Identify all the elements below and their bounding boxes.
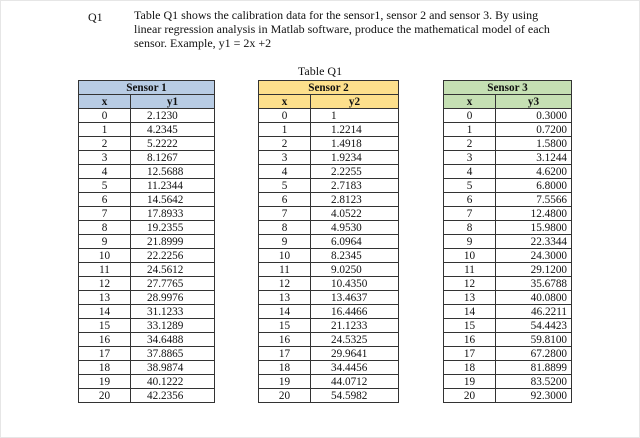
sensor2-x-cell: 2: [259, 137, 311, 151]
sensor1-y-cell: 8.1267: [131, 151, 215, 165]
sensor2-x-cell: 6: [259, 193, 311, 207]
table-row: [444, 165, 572, 179]
sensor3-x-cell: 16: [444, 333, 496, 347]
table-row: [444, 291, 572, 305]
sensor1-y-cell: 14.5642: [131, 193, 215, 207]
sensor1-x-cell: 2: [79, 137, 131, 151]
sensor3-x-cell: 4: [444, 165, 496, 179]
table-row: [259, 235, 399, 249]
sensor3-x-cell: 6: [444, 193, 496, 207]
sensor1-x-cell: 1: [79, 123, 131, 137]
sensor3-y-cell: 81.8899: [496, 361, 572, 375]
sensor3-x-cell: 17: [444, 347, 496, 361]
sensor3-col-x: x: [444, 95, 496, 109]
sensor2-x-cell: 20: [259, 389, 311, 403]
sensor1-y-cell: 24.5612: [131, 263, 215, 277]
table-row: [444, 151, 572, 165]
table-row: [259, 347, 399, 361]
sensor2-x-cell: 10: [259, 249, 311, 263]
sensor2-x-cell: 9: [259, 235, 311, 249]
sensor1-y-cell: 19.2355: [131, 221, 215, 235]
table-row: [259, 333, 399, 347]
sensor2-x-cell: 5: [259, 179, 311, 193]
sensor2-x-cell: 18: [259, 361, 311, 375]
sensor1-x-cell: 12: [79, 277, 131, 291]
sensor3-x-cell: 11: [444, 263, 496, 277]
sensor3-y-cell: 0.7200: [496, 123, 572, 137]
sensor2-y-cell: 16.4466: [311, 305, 399, 319]
table-row: [79, 151, 215, 165]
sensor1-x-cell: 4: [79, 165, 131, 179]
sensor1-x-cell: 11: [79, 263, 131, 277]
table-row: [79, 319, 215, 333]
table-row: [444, 263, 572, 277]
sensor2-x-cell: 14: [259, 305, 311, 319]
sensor2-y-cell: 6.0964: [311, 235, 399, 249]
sensor2-y-cell: 29.9641: [311, 347, 399, 361]
sensor3-y-cell: 6.8000: [496, 179, 572, 193]
sensor2-y-cell: 1.9234: [311, 151, 399, 165]
sensor3-y-cell: 92.3000: [496, 389, 572, 403]
sensor3-y-cell: 59.8100: [496, 333, 572, 347]
sensor1-col-y: y1: [131, 95, 215, 109]
sensor1-y-cell: 22.2256: [131, 249, 215, 263]
sensor2-x-cell: 12: [259, 277, 311, 291]
sensor3-x-cell: 12: [444, 277, 496, 291]
sensor1-y-cell: 33.1289: [131, 319, 215, 333]
table-row: [444, 347, 572, 361]
sensor2-y-cell: 1: [311, 109, 399, 123]
sensor2-x-cell: 15: [259, 319, 311, 333]
sensor3-y-cell: 54.4423: [496, 319, 572, 333]
table-row: [79, 193, 215, 207]
table-row: [79, 109, 215, 123]
table-row: [79, 235, 215, 249]
table-row: [444, 123, 572, 137]
sensor3-y-cell: 1.5800: [496, 137, 572, 151]
sensor1-x-cell: 6: [79, 193, 131, 207]
sensor3-x-cell: 2: [444, 137, 496, 151]
table-row: [444, 389, 572, 403]
sensor1-x-cell: 0: [79, 109, 131, 123]
sensor1-y-cell: 4.2345: [131, 123, 215, 137]
table-caption: Table Q1: [297, 64, 343, 78]
table-row: [79, 277, 215, 291]
sensor3-x-cell: 13: [444, 291, 496, 305]
sensor1-y-cell: 31.1233: [131, 305, 215, 319]
sensor1-y-cell: 2.1230: [131, 109, 215, 123]
sensor2-y-cell: 8.2345: [311, 249, 399, 263]
sensor2-y-cell: 54.5982: [311, 389, 399, 403]
sensor3-y-cell: 67.2800: [496, 347, 572, 361]
sensor1-y-cell: 40.1222: [131, 375, 215, 389]
sensor1-col-x: x: [79, 95, 131, 109]
sensor1-y-cell: 21.8999: [131, 235, 215, 249]
table-row: [79, 165, 215, 179]
table-row: [259, 221, 399, 235]
table-row: [79, 375, 215, 389]
sensor3-y-cell: 40.0800: [496, 291, 572, 305]
table-row: [259, 389, 399, 403]
sensor3-body: [444, 109, 572, 403]
sensor2-y-cell: 9.0250: [311, 263, 399, 277]
sensor3-x-cell: 14: [444, 305, 496, 319]
sensor1-x-cell: 7: [79, 207, 131, 221]
table-row: [444, 375, 572, 389]
table-row: [444, 137, 572, 151]
table-row: [79, 389, 215, 403]
sensor1-x-cell: 17: [79, 347, 131, 361]
table-row: [444, 249, 572, 263]
table-row: [259, 291, 399, 305]
sensor1-y-cell: 12.5688: [131, 165, 215, 179]
sensor3-y-cell: 46.2211: [496, 305, 572, 319]
table-row: [444, 109, 572, 123]
sensor3-y-cell: 22.3344: [496, 235, 572, 249]
table-row: [79, 137, 215, 151]
sensor3-x-cell: 5: [444, 179, 496, 193]
sensor1-x-cell: 5: [79, 179, 131, 193]
sensor2-y-cell: 4.9530: [311, 221, 399, 235]
sensor3-y-cell: 3.1244: [496, 151, 572, 165]
sensor2-y-cell: 2.7183: [311, 179, 399, 193]
sensor1-x-cell: 20: [79, 389, 131, 403]
table-row: [444, 305, 572, 319]
sensor2-body: [259, 109, 399, 403]
table-row: [444, 221, 572, 235]
sensor3-x-cell: 20: [444, 389, 496, 403]
table-row: [79, 263, 215, 277]
sensor3-x-cell: 10: [444, 249, 496, 263]
table-row: [259, 263, 399, 277]
sensor2-y-cell: 34.4456: [311, 361, 399, 375]
sensor2-x-cell: 1: [259, 123, 311, 137]
sensor1-table: [78, 80, 215, 403]
sensor2-x-cell: 4: [259, 165, 311, 179]
table-row: [444, 235, 572, 249]
sensor2-x-cell: 13: [259, 291, 311, 305]
sensor3-y-cell: 4.6200: [496, 165, 572, 179]
table-row: [259, 277, 399, 291]
sensor2-x-cell: 7: [259, 207, 311, 221]
sensor1-x-cell: 15: [79, 319, 131, 333]
table-row: [444, 193, 572, 207]
table-row: [259, 123, 399, 137]
table-row: [259, 151, 399, 165]
table-row: [259, 165, 399, 179]
sensor2-col-x: x: [259, 95, 311, 109]
sensor1-y-cell: 11.2344: [131, 179, 215, 193]
table-row: [444, 333, 572, 347]
sensor3-x-cell: 1: [444, 123, 496, 137]
sensor1-y-cell: 38.9874: [131, 361, 215, 375]
sensor1-x-cell: 18: [79, 361, 131, 375]
sensor1-x-cell: 10: [79, 249, 131, 263]
sensor3-x-cell: 8: [444, 221, 496, 235]
sensor3-y-cell: 0.3000: [496, 109, 572, 123]
sensor3-y-cell: 83.5200: [496, 375, 572, 389]
sensor2-y-cell: 2.2255: [311, 165, 399, 179]
table-row: [259, 249, 399, 263]
table-row: [79, 347, 215, 361]
sensor3-x-cell: 9: [444, 235, 496, 249]
sensor3-x-cell: 7: [444, 207, 496, 221]
table-row: [444, 277, 572, 291]
sensor1-x-cell: 13: [79, 291, 131, 305]
table-row: [444, 179, 572, 193]
sensor2-col-y: y2: [311, 95, 399, 109]
table-row: [79, 333, 215, 347]
sensor2-x-cell: 8: [259, 221, 311, 235]
sensor2-y-cell: 1.2214: [311, 123, 399, 137]
sensor2-y-cell: 21.1233: [311, 319, 399, 333]
sensor1-x-cell: 19: [79, 375, 131, 389]
sensor2-title: Sensor 2: [259, 81, 399, 95]
sensor3-x-cell: 3: [444, 151, 496, 165]
sensor2-y-cell: 1.4918: [311, 137, 399, 151]
sensor1-y-cell: 17.8933: [131, 207, 215, 221]
sensor2-y-cell: 13.4637: [311, 291, 399, 305]
question-text: Table Q1 shows the calibration data for the sensor1, sensor 2 and sensor 3. By using linear regression analysis in Matlab software, produce the mathematical model of each sensor. Example, y1 = 2x +2: [134, 8, 550, 50]
sensor2-x-cell: 0: [259, 109, 311, 123]
sensor1-x-cell: 9: [79, 235, 131, 249]
sensor2-y-cell: 10.4350: [311, 277, 399, 291]
table-row: [259, 193, 399, 207]
sensor1-y-cell: 27.7765: [131, 277, 215, 291]
sensor3-y-cell: 35.6788: [496, 277, 572, 291]
table-row: [79, 221, 215, 235]
sensor2-y-cell: 2.8123: [311, 193, 399, 207]
sensor3-y-cell: 15.9800: [496, 221, 572, 235]
table-row: [259, 361, 399, 375]
sensor1-x-cell: 8: [79, 221, 131, 235]
question-number: Q1: [88, 10, 103, 24]
table-row: [79, 305, 215, 319]
table-row: [79, 361, 215, 375]
sensor1-x-cell: 14: [79, 305, 131, 319]
sensor2-y-cell: 44.0712: [311, 375, 399, 389]
sensor2-table: [258, 80, 399, 403]
sensor3-title: Sensor 3: [444, 81, 572, 95]
sensor2-x-cell: 3: [259, 151, 311, 165]
sensor3-x-cell: 19: [444, 375, 496, 389]
sensor3-y-cell: 24.3000: [496, 249, 572, 263]
sensor3-y-cell: 12.4800: [496, 207, 572, 221]
table-row: [79, 207, 215, 221]
sensor3-col-y: y3: [496, 95, 572, 109]
sensor1-y-cell: 28.9976: [131, 291, 215, 305]
table-row: [444, 361, 572, 375]
sensor1-y-cell: 5.2222: [131, 137, 215, 151]
sensor3-x-cell: 0: [444, 109, 496, 123]
sensor3-x-cell: 18: [444, 361, 496, 375]
sensor1-y-cell: 37.8865: [131, 347, 215, 361]
table-row: [444, 207, 572, 221]
sensor2-x-cell: 11: [259, 263, 311, 277]
sensor3-y-cell: 7.5566: [496, 193, 572, 207]
sensor1-x-cell: 16: [79, 333, 131, 347]
sensor3-x-cell: 15: [444, 319, 496, 333]
table-row: [79, 123, 215, 137]
table-row: [259, 319, 399, 333]
sensor1-y-cell: 34.6488: [131, 333, 215, 347]
table-row: [259, 179, 399, 193]
sensor1-y-cell: 42.2356: [131, 389, 215, 403]
table-row: [79, 291, 215, 305]
table-row: [259, 375, 399, 389]
table-row: [259, 137, 399, 151]
table-row: [259, 305, 399, 319]
sensor2-x-cell: 19: [259, 375, 311, 389]
sensor1-body: [79, 109, 215, 403]
sensor3-y-cell: 29.1200: [496, 263, 572, 277]
table-row: [79, 179, 215, 193]
table-row: [259, 109, 399, 123]
sensor3-table: [443, 80, 572, 403]
sensor2-y-cell: 24.5325: [311, 333, 399, 347]
sensor1-title: Sensor 1: [79, 81, 215, 95]
sensor2-y-cell: 4.0522: [311, 207, 399, 221]
table-row: [259, 207, 399, 221]
table-row: [444, 319, 572, 333]
sensor2-x-cell: 17: [259, 347, 311, 361]
sensor1-x-cell: 3: [79, 151, 131, 165]
sensor2-x-cell: 16: [259, 333, 311, 347]
table-row: [79, 249, 215, 263]
